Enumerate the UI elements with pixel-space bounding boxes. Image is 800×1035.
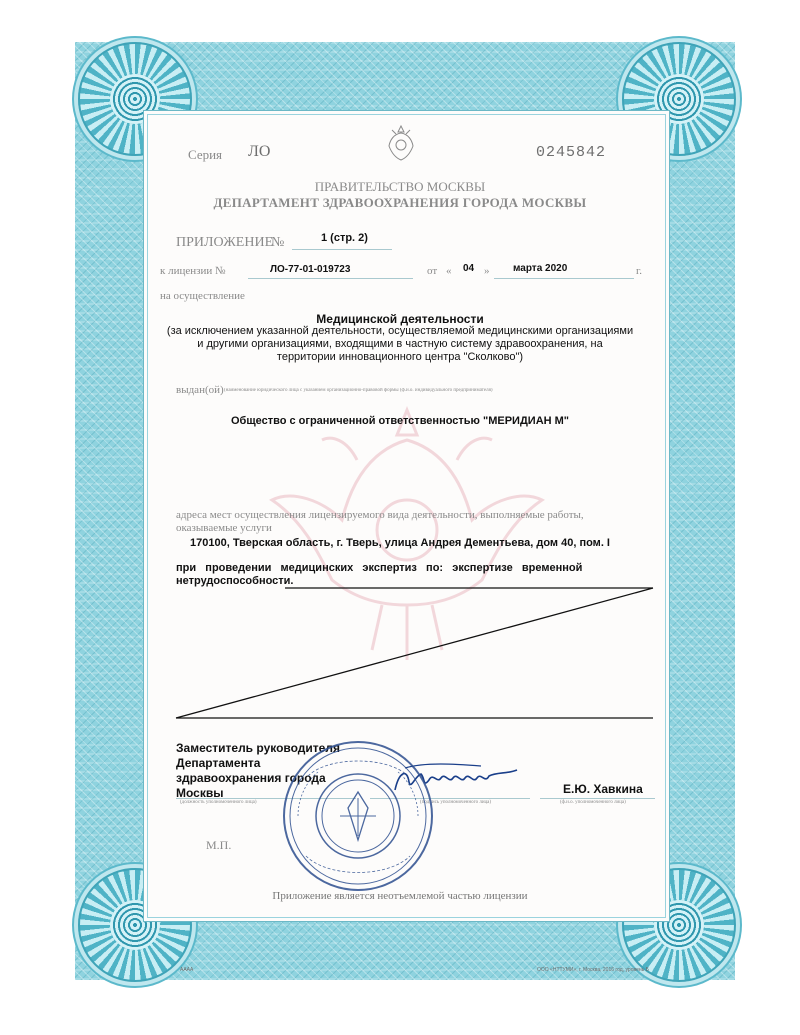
department-title: ДЕПАРТАМЕНТ ЗДРАВООХРАНЕНИЯ ГОРОДА МОСКВЫ: [213, 195, 587, 210]
activity-description-line-3: территории инновационного центра "Сколково"): [276, 351, 524, 363]
issued-hint: (наименование юридического лица с указанием организационно-правовой формы (ф.и.о. индивидуального предпринимателя): [224, 388, 493, 393]
signer-position-line-3: здравоохранения города: [176, 771, 326, 785]
appendix-value: 1 (стр. 2): [321, 232, 368, 244]
government-title: ПРАВИТЕЛЬСТВО МОСКВЫ: [314, 179, 486, 194]
company-name: Общество с ограниченной ответственностью "МЕРИДИАН М": [230, 415, 570, 427]
series-value: ЛО: [248, 143, 271, 160]
address-label-line-1: адреса мест осуществления лицензируемого вида деятельности, выполняемые работы,: [176, 509, 584, 521]
signer-position-hint: (должность уполномоченного лица): [180, 800, 257, 805]
activity-description-line-2: и другими организациями, входящими в частную систему здравоохранения, на: [197, 338, 603, 350]
signer-name-hint: (ф.и.о. уполномоченного лица): [560, 800, 626, 805]
footer-note: Приложение является неотъемлемой частью лицензии: [272, 890, 528, 902]
address-value: 170100, Тверская область, г. Тверь, улица Андрея Дементьева, дом 40, пом. I: [190, 537, 610, 549]
works-line-1: при проведении медицинских экспертиз по: экспертизе временной: [176, 562, 583, 574]
license-day: 04: [463, 263, 475, 274]
issued-label: выдан(ой): [176, 384, 224, 396]
address-label-line-2: оказываемые услуги: [176, 522, 272, 534]
activity-label: на осуществление: [160, 290, 245, 302]
signer-position-line-1: Заместитель руководителя: [176, 741, 340, 755]
print-code-left: АААА: [180, 967, 194, 973]
signer-name: Е.Ю. Хавкина: [563, 782, 643, 796]
activity-description-line-1: (за исключением указанной деятельности, осуществляемой медицинскими организациями: [166, 325, 634, 337]
signature-hint: (подпись уполномоченного лица): [420, 800, 492, 805]
quote-close: »: [484, 265, 490, 277]
license-from-label: от: [427, 265, 438, 277]
form-number: 0245842: [536, 144, 607, 161]
license-label: к лицензии №: [160, 265, 226, 277]
official-round-stamp: [278, 736, 438, 896]
license-year-suffix: г.: [636, 265, 643, 277]
signature-underline-right: [540, 798, 655, 799]
license-month-year: марта 2020: [513, 263, 568, 274]
signer-position-line-4: Москвы: [176, 786, 224, 800]
stamp-place-label: М.П.: [206, 838, 232, 852]
signer-position-line-2: Департамента: [176, 756, 261, 770]
activity-title: Медицинской деятельности: [316, 312, 484, 326]
appendix-label: ПРИЛОЖЕНИЕ: [176, 235, 274, 250]
printer-info: ООО «НТТУМИ», г. Москва, 2016 год, уровень Б: [537, 967, 649, 973]
license-number: ЛО-77-01-019723: [270, 264, 351, 275]
appendix-number-sign: №: [271, 235, 285, 250]
works-line-2: нетрудоспособности.: [176, 575, 294, 587]
series-label: Серия: [188, 147, 223, 162]
quote-open: «: [446, 265, 452, 277]
